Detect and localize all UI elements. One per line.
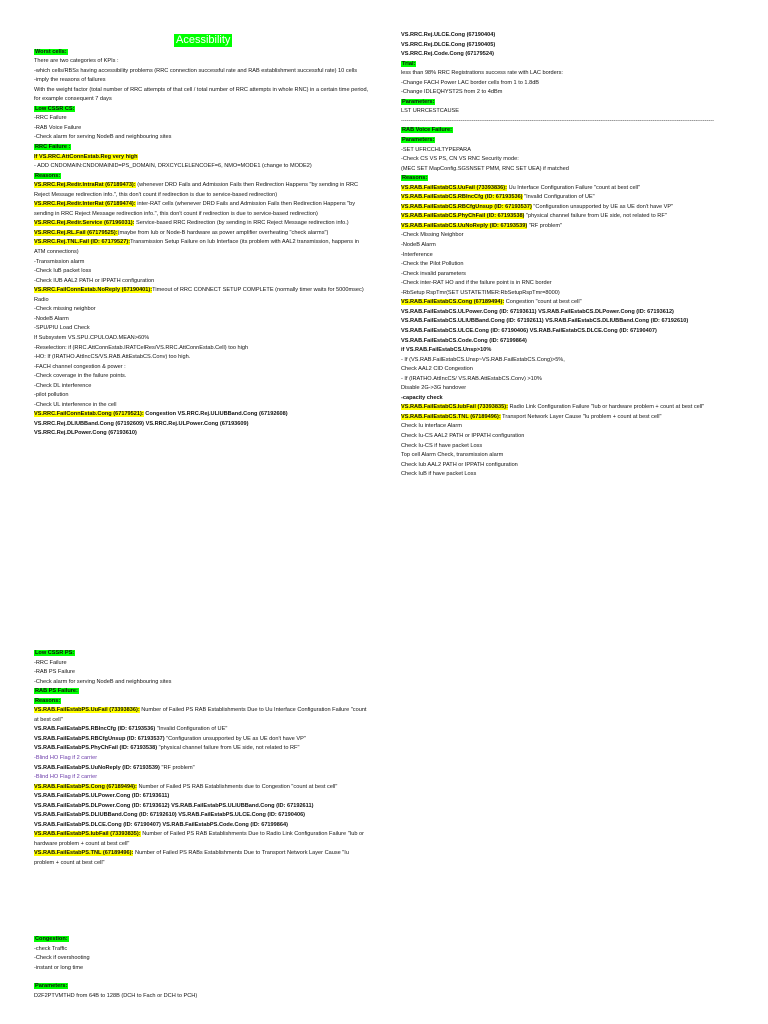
voice-check-line: -Check the Pilot Pollution <box>401 261 464 268</box>
lst-line: LST URRCESTCAUSE <box>401 108 460 115</box>
low-cssr-ps-label: Low CSSR PS: <box>35 650 75 656</box>
reason-key: VS.RRC.FailConnEstab.NoReply (67190401): <box>34 287 153 294</box>
parameters-label: Parameters: <box>35 983 68 990</box>
reason-key: VS.RAB.FailEstabCS.Cong (67189494): <box>401 299 505 306</box>
reason-text: inter-RAT cells (whenever DRD Fails and Admission Fails then Redirection Happens "by sending in RRC Reject Message redirection info.", this don't count if redirection is due to service-based redirection) <box>34 201 356 217</box>
end-check-line: Check Iu interface Alarm <box>401 423 462 430</box>
set-line: -SET UFRCCHLTYPEPARA <box>401 146 471 153</box>
end-check-line: Check IuB if have packet Loss <box>401 471 477 478</box>
tx-line: -Transmission alarm <box>34 258 85 265</box>
end-check-line: Check Iu-CS AAL2 PATH or IPPATH configuration <box>401 432 525 439</box>
reason-text: (maybe from Iub or Node-B hardware as power amplifier overheating "check alarms") <box>117 229 329 236</box>
end-check-line: Check Iu-CS if have packet Loss <box>401 442 483 449</box>
reason-text: "physical channel failure from UE side, not related to RF" <box>157 745 300 752</box>
rrc-rej-line: VS.RRC.Rej.DLCE.Cong (67190405) <box>401 41 496 48</box>
ps-line: -RRC Failure <box>34 659 67 666</box>
reason-key: VS.RAB.FailEstabPS.RBCfgUnsup (ID: 67193537) <box>34 735 165 742</box>
reason-key: VS.RRC.Rej.Redir.InterRat (67189474): <box>34 201 136 208</box>
worst-line: There are two categories of KPIs : <box>34 58 119 65</box>
check-line: -SPU/PIU Load Check <box>34 325 90 332</box>
reason-key: VS.RAB.FailEstabCS.RBCfgUnsup (ID: 67193537) <box>401 203 532 210</box>
ps-cong-line: VS.RAB.FailEstabPS.ULPower.Cong (ID: 67193611) <box>34 793 170 800</box>
set-line: (MEC SET MapConfig.SGSNSET PMM, RNC SET UEA) if matched <box>401 165 569 172</box>
check-line: -Check UL interference in the cell <box>34 401 117 408</box>
reason-text: (whenever DRD Fails and Admission Fails then Redirection Happens "by sending in RRC Reject Message redirection info.", this don't count if redirection is due to service-based redirection) <box>34 182 359 198</box>
cs-line: -RRC Failure <box>34 115 67 122</box>
cong-key: VS.RRC.FailConnEstab.Cong (67179521): <box>34 411 144 418</box>
reason-text: "Configuration unsupported by UE as UE don't have VP" <box>164 735 306 742</box>
reason-key: VS.RAB.FailEstabCS.UuNoReply (ID: 67193539) <box>401 222 528 229</box>
reasons-label: Reasons: <box>35 172 61 179</box>
worst-line: With the weight factor (total number of RRC attempts of that cell / total number of RRC attempts in whole RNC) in a certain time period, for example consequent 7 days <box>34 86 369 103</box>
cond-line: - If (VS.RAB.FailEstabCS.Unsp~VS.RAB.FailEstabCS.Cong)>5%, <box>401 356 565 363</box>
check-line: -pilot pollution <box>34 392 69 399</box>
congestion-line: -instant or long time <box>34 964 84 971</box>
reason-key: VS.RAB.FailEstabCS.UuFail (73393836): <box>401 184 508 191</box>
reasons-label: Reasons: <box>35 697 61 704</box>
check-line: If Subsystem VS.SPU.CPULOAD.MEAN>60% <box>34 334 150 341</box>
reason-text: "Invalid Configuration of UE" <box>522 194 595 201</box>
voice-check-line: -Check inter-RAT HO and if the failure point is in RNC border <box>401 280 552 287</box>
reason-text: Timeout of RRC CONNECT SETUP COMPLETE (normally timer waits for 5000msec) Radio <box>34 287 364 303</box>
reason-text: Transport Network Layer Cause "Iu problem + count at best cell" <box>500 413 662 420</box>
reason-key: VS.RAB.FailEstabPS.UuFail (73393836): <box>34 707 140 714</box>
check-line: -NodeB Alarm <box>34 315 69 322</box>
reason-key: VS.RRC.Rej.Redir.Service (67196031): <box>34 220 135 227</box>
blind-ho-note: -Blind HO Flag if 2 carrier <box>34 755 98 762</box>
add-cndomain-line: - ADD CNDOMAIN:CNDOMAINID=PS_DOMAIN, DRXCYCLELENCOEF=6, NMO=MODE1 (change to MODE2) <box>34 163 312 170</box>
ps-cong-line: VS.RAB.FailEstabPS.DLCE.Cong (ID: 67190407) VS.RAB.FailEstabPS.Code.Cong (ID: 67199864) <box>34 821 288 828</box>
tx-line: -Check IuB packet loss <box>34 268 92 275</box>
worst-line: -imply the reasons of failures <box>34 77 106 84</box>
cond-line: Disable 2G->3G handover <box>401 385 467 392</box>
ps-cong-line: VS.RAB.FailEstabPS.DLIUBBand.Cong (ID: 67192610) VS.RAB.FailEstabPS.ULCE.Cong (ID: 67190406) <box>34 812 306 819</box>
reason-key: VS.RAB.FailEstabPS.IubFail (73393835): <box>34 831 141 838</box>
reason-text: Number of Failed PS RABs Establishments Due to Transport Network Layer Cause "Iu problem + count at best cell" <box>34 850 349 867</box>
reason-key: VS.RAB.FailEstabPS.RBIncCfg (ID: 67193536) <box>34 726 156 733</box>
congestion-section <box>34 935 370 1001</box>
voice-check-line: -RbSetup RspTmr(SET USTATETIMER:RbSetupRspTmr=8000) <box>401 289 560 296</box>
reason-text: Number of Failed PS RAB Establishments due to Congestion "count at best cell" <box>136 783 338 790</box>
parameters-label: Parameters: <box>402 137 435 144</box>
reason-key: VS.RAB.FailEstabPS.PhyChFail (ID: 67193538) <box>34 745 158 752</box>
cs-cong-line: VS.RAB.FailEstabCS.ULIUBBand.Cong (ID: 67192611) VS.RAB.FailEstabCS.DLIUBBand.Cong (ID: 67192610) VS.RAB.FailEstabCS.ULCE.Cong (ID: 67190406) VS.RAB.FailEstabCS.DLCE.Cong (ID: 67190407) VS.RAB.FailEstabCS.Code.Cong (ID: 67199864) <box>401 318 689 344</box>
worst-line: -which cells/RBSs having accessibility problems (RRC connection successful rate and RAB establishment successful rate) 10 cells <box>34 67 358 74</box>
congestion-line: -Check if overshooting <box>34 955 90 962</box>
low-cssr-cs-label: Low CSSR CS: <box>35 105 75 112</box>
reason-key: VS.RAB.FailEstabCS.PhyChFail (ID: 67193538) <box>401 213 525 220</box>
reason-text: "Invalid Configuration of UE" <box>155 726 228 733</box>
reason-text: Service-based RRC Redirection (by sending in RRC Reject Message redirection info.) <box>134 220 349 227</box>
reasons-label: Reasons: <box>402 175 428 182</box>
cong-line: VS.RRC.Rej.DLIUBBand.Cong (67192609) VS.RRC.Rej.ULPower.Cong (67193609) <box>34 420 249 427</box>
reason-text: Radio Link Configuration Failure "Iub or hardware problem + count at best cell" <box>507 404 705 411</box>
check-line: -FACH channel congestion & power : <box>34 363 126 370</box>
reason-key: VS.RAB.FailEstabPS.TNL (67189496): <box>34 850 134 857</box>
reason-key: VS.RAB.FailEstabCS.RBIncCfg (ID: 67193536) <box>401 194 523 201</box>
rab-voice-label: RAB Voice Failure: <box>402 127 452 134</box>
check-line: -HO: If (IRATHO.AttIncCS/VS.RAB.AttEstabCS.Conv) too high. <box>34 354 191 361</box>
rab-ps-label: RAB PS Failure: <box>35 688 78 695</box>
reason-key: VS.RAB.FailEstabPS.UuNoReply (ID: 67193539) <box>34 764 160 771</box>
reason-key: VS.RRC.Rej.Redir.IntraRat (67189473): <box>34 182 136 189</box>
capacity-check: -capacity check <box>401 394 443 401</box>
end-check-line: Check Iub AAL2 PATH or IPPATH configuration <box>401 461 518 468</box>
reason-key: VS.RAB.FailEstabPS.Cong (67189494): <box>34 783 137 790</box>
right-column <box>401 31 737 480</box>
if-att-label: If VS.RRC.AttConnEstab.Reg very high <box>34 153 138 160</box>
cs-line: -Check alarm for serving NodeB and neighbouring sites <box>34 134 172 141</box>
param-line: D2F2PTVMTHD from 64B to 128B (DCH to Fach or DCH to PCH) <box>34 992 198 999</box>
voice-check-line: -NodeB Alarm <box>401 242 436 249</box>
check-line: -Check missing neighbor <box>34 306 96 313</box>
reason-text: "RF problem" <box>527 222 562 229</box>
tx-line: -Check IUB AAL2 PATH or IPPATH configuration <box>34 277 155 284</box>
end-check-line: Top cell Alarm Check, transmission alarm <box>401 452 504 459</box>
cong-line: VS.RRC.Rej.DLPower.Cong (67193610) <box>34 430 137 437</box>
check-line: -Reselection: if (RRC.AttConnEstab.IRATCelRes/VS.RRC.AttConnEstab.Cell) too high <box>34 344 249 351</box>
dash-separator: ------------------------------------------------------------------------------------------------------------------------------------------------------------------------ <box>401 117 714 124</box>
voice-check-line: -Interference <box>401 251 433 258</box>
cs-line: -RAB Voice Failure <box>34 124 82 131</box>
left-column <box>34 34 370 439</box>
reason-key: VS.RAB.FailEstabCS.TNL (67189496): <box>401 413 501 420</box>
reason-key: VS.RAB.FailEstabCS.IubFail (73393835): <box>401 404 508 411</box>
reason-text: "physical channel failure from UE side, not related to RF" <box>524 213 667 220</box>
reason-text: "Configuration unsupported by UE as UE don't have VP" <box>531 203 674 210</box>
voice-check-line: -Check invalid parameters <box>401 270 466 277</box>
reason-text: "RF problem" <box>159 764 195 771</box>
cond-line: - If (IRATHO.AttIncCS/ VS.RAB.AttEstabCS.Conv) >10% <box>401 375 542 382</box>
reason-key: VS.RRC.Rej.RL.Fail (67179525): <box>34 229 118 236</box>
unsp-line: if VS.RAB.FailEstabCS.Unsp>10% <box>401 347 492 354</box>
ps-cong-line: VS.RAB.FailEstabPS.DLPower.Cong (ID: 67193612) VS.RAB.FailEstabPS.ULIUBBand.Cong (ID: 67192611) <box>34 802 314 809</box>
reason-key: VS.RRC.Rej.TNL.Fail (ID: 67179527): <box>34 239 131 246</box>
ps-line: -Check alarm for serving NodeB and neighbouring sites <box>34 678 172 685</box>
ps-section <box>34 649 370 869</box>
trial-line: less than 98% RRC Registrations success rate with LAC borders: <box>401 70 563 77</box>
rrc-rej-line: VS.RRC.Rej.Code.Cong (67179524) <box>401 51 494 58</box>
page-title: Acessibility <box>176 34 231 46</box>
trial-line: -Change FACH Power LAC border cells from 1 to 1.8dB <box>401 79 540 86</box>
reason-text: Transmission Setup Failure on Iub Interface (its problem with AAL2 transmission, happens in ATM connections) <box>34 239 359 256</box>
rrc-rej-line: VS.RRC.Rej.ULCE.Cong (67190404) <box>401 32 496 38</box>
parameters-label: Parameters: <box>402 98 435 105</box>
check-line: -Check coverage in the failure points. <box>34 373 127 380</box>
check-line: -Check DL interference <box>34 382 92 389</box>
ps-line: -RAB PS Failure <box>34 669 76 676</box>
congestion-line: -check Traffic <box>34 945 68 952</box>
congestion-label: Congestion: <box>35 936 68 942</box>
worst-cells-label: Worst cells: <box>35 48 67 55</box>
reason-text: Uu Interface Configuration Failure "count at best cell" <box>507 184 641 191</box>
reason-text: Congestion "count at best cell" <box>504 299 582 306</box>
cs-cong-line: VS.RAB.FailEstabCS.ULPower.Cong (ID: 67193611) VS.RAB.FailEstabCS.DLPower.Cong (ID: 67193612) <box>401 308 674 315</box>
blind-ho-note: -Blind HO Flag if 2 carrier <box>34 774 98 781</box>
trial-line: -Change IDLEQHYST2S from 2 to 4dBm <box>401 89 503 96</box>
cong-text: Congestion VS.RRC.Rej.ULIUBBand.Cong (67192608) <box>143 411 288 418</box>
rrc-failure-label: RRC Failure : <box>35 144 71 151</box>
voice-check-line: -Check Missing Neighbor <box>401 232 464 239</box>
trial-label: Trial: <box>402 60 416 67</box>
reason-text: Number of Failed PS RAB Establishments Due to Uu Interface Configuration Failure "count at best cell" <box>34 707 367 723</box>
reason-text: Number of Failed PS RAB Establishments Due to Radio Link Configuration Failure "Iub or hardware problem + count at best cell" <box>34 831 364 847</box>
set-line: -Check CS VS PS, CN VS RNC Security mode: <box>401 156 519 163</box>
cond-line: Check AAL2 CID Congestion <box>401 366 473 373</box>
